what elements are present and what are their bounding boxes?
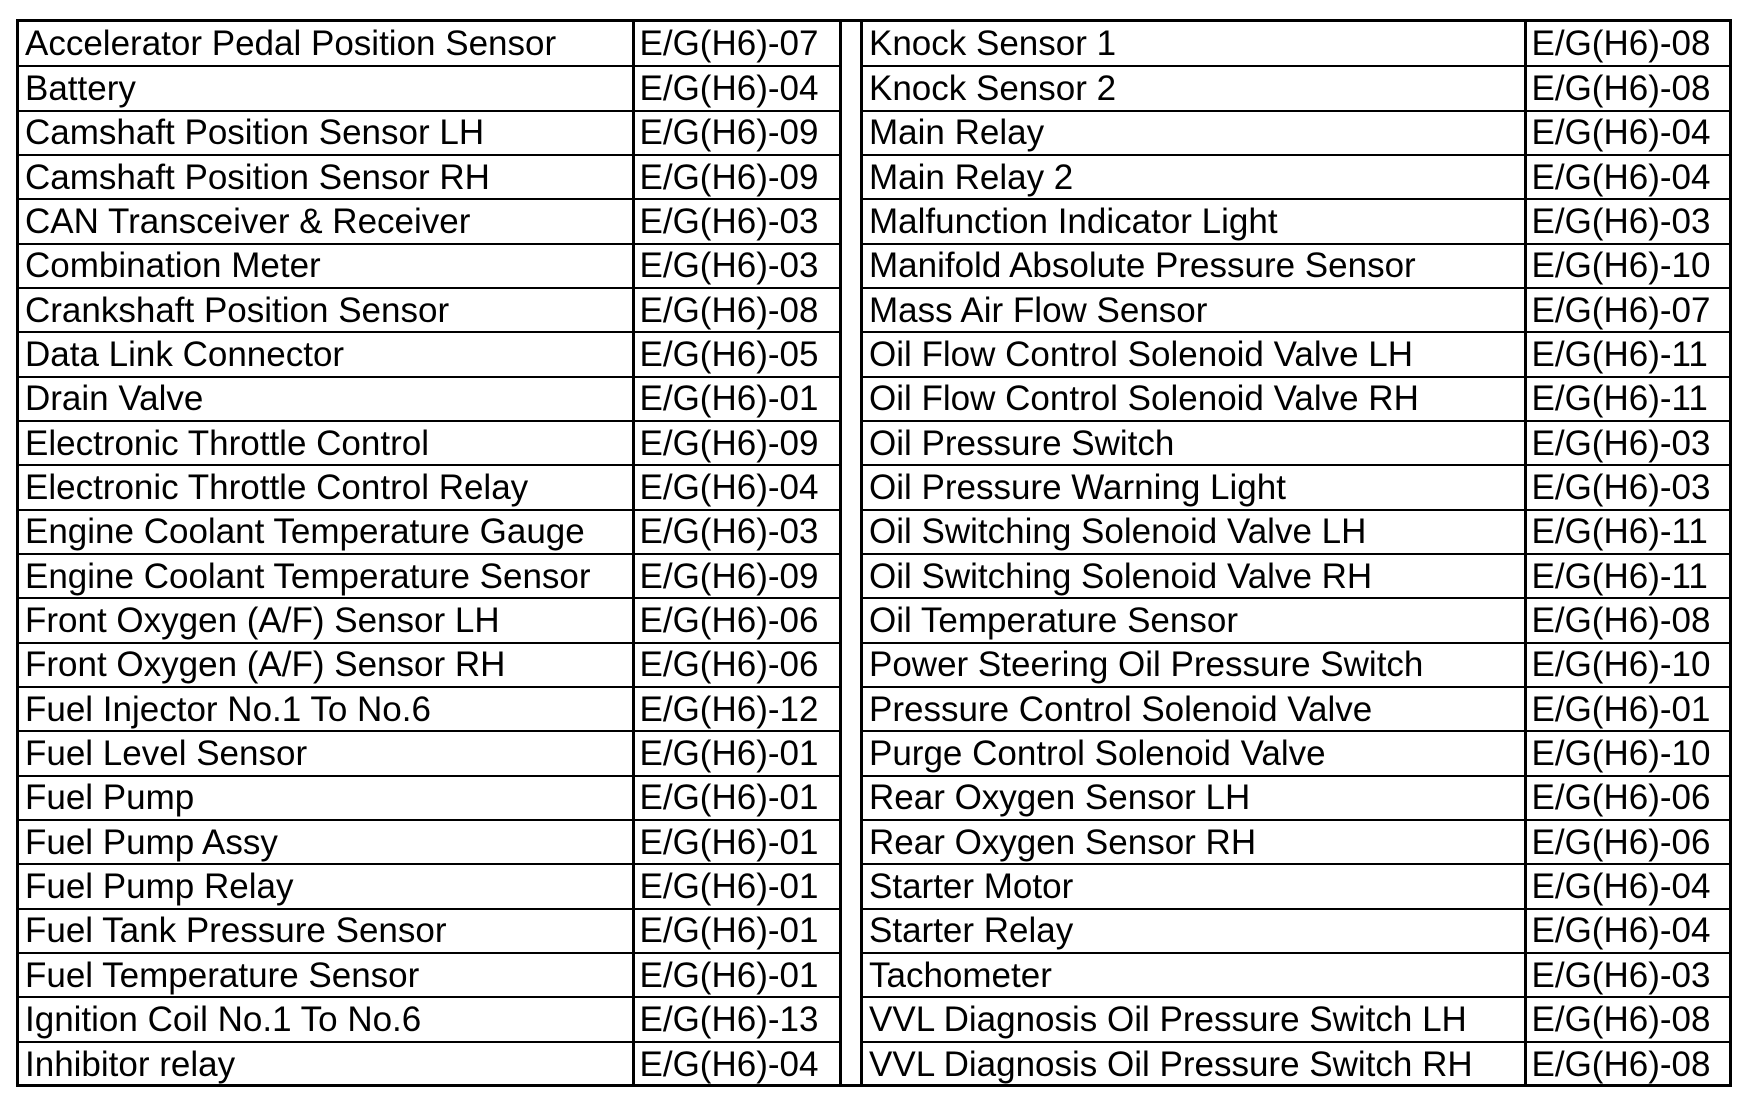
diagram-code-cell: E/G(H6)-06	[633, 598, 839, 642]
component-name-cell: Power Steering Oil Pressure Switch	[863, 643, 1525, 687]
component-name-cell: Oil Temperature Sensor	[863, 598, 1525, 642]
table-row	[863, 288, 1729, 332]
diagram-code-cell: E/G(H6)-07	[633, 22, 839, 66]
component-name-cell: Starter Relay	[863, 909, 1525, 953]
table-row	[19, 598, 839, 642]
diagram-code-cell: E/G(H6)-04	[1525, 864, 1729, 908]
table-row	[19, 199, 839, 243]
diagram-code-cell: E/G(H6)-04	[633, 1042, 839, 1086]
component-name-cell: Knock Sensor 2	[863, 66, 1525, 110]
table-row	[863, 864, 1729, 908]
table-row	[863, 22, 1729, 66]
component-name-cell: Manifold Absolute Pressure Sensor	[863, 244, 1525, 288]
diagram-code-cell: E/G(H6)-10	[1525, 643, 1729, 687]
table-row	[19, 155, 839, 199]
table-row	[863, 554, 1729, 598]
component-name-cell: Main Relay	[863, 111, 1525, 155]
diagram-code-cell: E/G(H6)-01	[633, 377, 839, 421]
table-row	[19, 909, 839, 953]
component-name-cell: Engine Coolant Temperature Gauge	[19, 510, 633, 554]
component-name-cell: Combination Meter	[19, 244, 633, 288]
table-row	[19, 332, 839, 376]
diagram-code-cell: E/G(H6)-04	[633, 66, 839, 110]
table-row	[19, 288, 839, 332]
table-row	[19, 66, 839, 110]
component-name-cell: Knock Sensor 1	[863, 22, 1525, 66]
component-name-cell: Fuel Level Sensor	[19, 731, 633, 775]
diagram-code-cell: E/G(H6)-09	[633, 111, 839, 155]
diagram-code-cell: E/G(H6)-09	[633, 155, 839, 199]
component-name-cell: Engine Coolant Temperature Sensor	[19, 554, 633, 598]
table-row	[863, 1042, 1729, 1086]
diagram-code-cell: E/G(H6)-09	[633, 554, 839, 598]
table-row	[19, 687, 839, 731]
diagram-code-cell: E/G(H6)-01	[1525, 687, 1729, 731]
component-name-cell: Oil Pressure Switch	[863, 421, 1525, 465]
diagram-code-cell: E/G(H6)-07	[1525, 288, 1729, 332]
component-name-cell: VVL Diagnosis Oil Pressure Switch LH	[863, 997, 1525, 1041]
component-index-sheet	[16, 19, 1732, 1087]
table-row	[863, 909, 1729, 953]
component-name-cell: Fuel Injector No.1 To No.6	[19, 687, 633, 731]
table-row	[863, 776, 1729, 820]
diagram-code-cell: E/G(H6)-06	[1525, 776, 1729, 820]
diagram-code-cell: E/G(H6)-03	[1525, 421, 1729, 465]
diagram-code-cell: E/G(H6)-06	[1525, 820, 1729, 864]
component-name-cell: Oil Switching Solenoid Valve LH	[863, 510, 1525, 554]
diagram-code-cell: E/G(H6)-03	[633, 510, 839, 554]
table-row	[863, 997, 1729, 1041]
table-row	[863, 377, 1729, 421]
diagram-code-cell: E/G(H6)-13	[633, 997, 839, 1041]
component-name-cell: Fuel Pump Assy	[19, 820, 633, 864]
table-row	[19, 22, 839, 66]
component-name-cell: Front Oxygen (A/F) Sensor LH	[19, 598, 633, 642]
component-name-cell: Camshaft Position Sensor RH	[19, 155, 633, 199]
left-index-table	[19, 22, 839, 1086]
diagram-code-cell: E/G(H6)-01	[633, 864, 839, 908]
component-name-cell: Purge Control Solenoid Valve	[863, 731, 1525, 775]
diagram-code-cell: E/G(H6)-03	[1525, 953, 1729, 997]
diagram-code-cell: E/G(H6)-08	[1525, 22, 1729, 66]
diagram-code-cell: E/G(H6)-11	[1525, 332, 1729, 376]
diagram-code-cell: E/G(H6)-08	[1525, 598, 1729, 642]
diagram-code-cell: E/G(H6)-03	[633, 244, 839, 288]
diagram-code-cell: E/G(H6)-11	[1525, 510, 1729, 554]
table-row	[863, 510, 1729, 554]
diagram-code-cell: E/G(H6)-08	[633, 288, 839, 332]
component-name-cell: Data Link Connector	[19, 332, 633, 376]
component-name-cell: Electronic Throttle Control Relay	[19, 465, 633, 509]
table-row	[19, 111, 839, 155]
diagram-code-cell: E/G(H6)-08	[1525, 66, 1729, 110]
table-row	[863, 953, 1729, 997]
table-row	[19, 244, 839, 288]
component-name-cell: Oil Flow Control Solenoid Valve RH	[863, 377, 1525, 421]
component-name-cell: Electronic Throttle Control	[19, 421, 633, 465]
diagram-code-cell: E/G(H6)-04	[1525, 155, 1729, 199]
table-row	[863, 155, 1729, 199]
diagram-code-cell: E/G(H6)-03	[1525, 199, 1729, 243]
diagram-code-cell: E/G(H6)-11	[1525, 554, 1729, 598]
diagram-code-cell: E/G(H6)-10	[1525, 731, 1729, 775]
diagram-code-cell: E/G(H6)-03	[633, 199, 839, 243]
right-index-body	[863, 22, 1729, 1086]
component-name-cell: Oil Flow Control Solenoid Valve LH	[863, 332, 1525, 376]
component-name-cell: Front Oxygen (A/F) Sensor RH	[19, 643, 633, 687]
table-row	[19, 465, 839, 509]
component-name-cell: Inhibitor relay	[25, 1044, 236, 1084]
component-name-cell: Fuel Pump Relay	[19, 864, 633, 908]
table-row	[863, 66, 1729, 110]
component-name-cell: VVL Diagnosis Oil Pressure Switch RH	[869, 1044, 1473, 1084]
diagram-code-cell: E/G(H6)-03	[1525, 465, 1729, 509]
table-row	[19, 554, 839, 598]
table-row	[19, 864, 839, 908]
diagram-code-cell: E/G(H6)-04	[1525, 111, 1729, 155]
table-row	[19, 643, 839, 687]
table-row	[19, 820, 839, 864]
diagram-code-cell: E/G(H6)-08	[1525, 997, 1729, 1041]
component-name-cell: Oil Pressure Warning Light	[863, 465, 1525, 509]
diagram-code-cell: E/G(H6)-01	[633, 953, 839, 997]
component-name-cell: Starter Motor	[863, 864, 1525, 908]
table-row	[863, 332, 1729, 376]
diagram-code-cell: E/G(H6)-01	[633, 776, 839, 820]
table-row	[863, 421, 1729, 465]
diagram-code-cell: E/G(H6)-12	[633, 687, 839, 731]
component-name-cell: Fuel Tank Pressure Sensor	[19, 909, 633, 953]
component-name-cell: Drain Valve	[19, 377, 633, 421]
table-row	[19, 510, 839, 554]
component-name-cell: Camshaft Position Sensor LH	[19, 111, 633, 155]
right-index-table	[863, 22, 1729, 1086]
table-row	[863, 731, 1729, 775]
table-row	[19, 776, 839, 820]
table-row	[863, 465, 1729, 509]
component-name-cell: Pressure Control Solenoid Valve	[863, 687, 1525, 731]
diagram-code-cell: E/G(H6)-10	[1525, 244, 1729, 288]
diagram-code-cell: E/G(H6)-08	[1525, 1042, 1729, 1086]
component-name-cell: Mass Air Flow Sensor	[863, 288, 1525, 332]
table-row	[19, 731, 839, 775]
table-row	[863, 111, 1729, 155]
component-name-cell: Malfunction Indicator Light	[863, 199, 1525, 243]
component-name-cell: Accelerator Pedal Position Sensor	[19, 22, 633, 66]
diagram-code-cell: E/G(H6)-06	[633, 643, 839, 687]
component-name-cell: CAN Transceiver & Receiver	[19, 199, 633, 243]
diagram-code-cell: E/G(H6)-01	[633, 820, 839, 864]
component-name-cell: Fuel Temperature Sensor	[19, 953, 633, 997]
table-row	[863, 687, 1729, 731]
table-row	[19, 1042, 839, 1086]
table-row	[19, 377, 839, 421]
table-row	[863, 820, 1729, 864]
table-row	[863, 244, 1729, 288]
component-name-cell: Rear Oxygen Sensor RH	[863, 820, 1525, 864]
table-row	[863, 643, 1729, 687]
diagram-code-cell: E/G(H6)-01	[633, 909, 839, 953]
diagram-code-cell: E/G(H6)-09	[633, 421, 839, 465]
table-row	[863, 598, 1729, 642]
diagram-code-cell: E/G(H6)-04	[633, 465, 839, 509]
component-name-cell: Oil Switching Solenoid Valve RH	[863, 554, 1525, 598]
component-name-cell: Tachometer	[863, 953, 1525, 997]
column-gutter	[839, 22, 863, 1084]
diagram-code-cell: E/G(H6)-11	[1525, 377, 1729, 421]
component-name-cell: Fuel Pump	[19, 776, 633, 820]
table-row	[19, 997, 839, 1041]
left-index-body	[19, 22, 839, 1086]
table-row	[19, 421, 839, 465]
diagram-code-cell: E/G(H6)-01	[633, 731, 839, 775]
table-row	[863, 199, 1729, 243]
component-name-cell: Rear Oxygen Sensor LH	[863, 776, 1525, 820]
component-name-cell: Crankshaft Position Sensor	[19, 288, 633, 332]
component-name-cell: Ignition Coil No.1 To No.6	[19, 997, 633, 1041]
table-row	[19, 953, 839, 997]
component-name-cell: Main Relay 2	[863, 155, 1525, 199]
diagram-code-cell: E/G(H6)-04	[1525, 909, 1729, 953]
component-name-cell: Battery	[19, 66, 633, 110]
diagram-code-cell: E/G(H6)-05	[633, 332, 839, 376]
